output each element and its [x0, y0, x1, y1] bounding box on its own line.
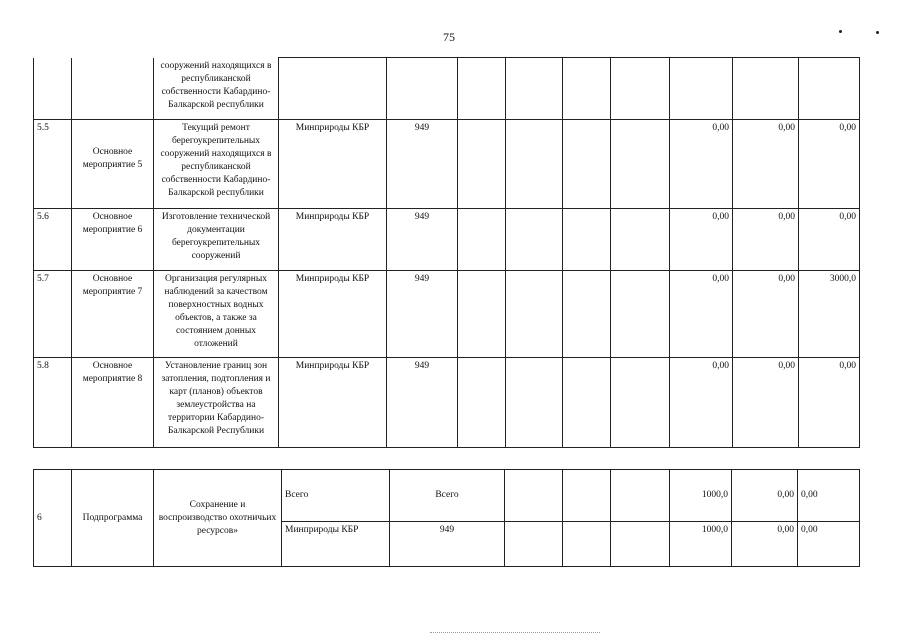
cell-type: Подпрограмма [72, 470, 154, 567]
activities-table [33, 57, 860, 448]
cell-executor: Минприроды КБР [279, 120, 387, 209]
table-row [34, 120, 860, 209]
cell-value: 0,00 [732, 470, 798, 522]
cell-executor: Минприроды КБР [279, 271, 387, 358]
table-row [34, 271, 860, 358]
cell-value: 1000,0 [670, 522, 732, 567]
subprogram-table [33, 469, 860, 567]
cell-num: 5.8 [34, 358, 72, 448]
cell-desc: Изготовление технической документации берегоукрепительных сооружений [154, 209, 279, 271]
cell-value: 0,00 [799, 209, 860, 271]
cell-desc: Текущий ремонт берегоукрепительных сооружений находящихся в республиканской собственности Кабардино-Балкарской республики [154, 120, 279, 209]
table-row-total [34, 470, 860, 522]
cell-value: 0,00 [670, 120, 733, 209]
cell-type: Основное мероприятие 5 [72, 120, 154, 209]
cell-executor: Всего [282, 470, 390, 522]
cell-num: 5.6 [34, 209, 72, 271]
cell-code: 949 [387, 271, 458, 358]
cell-executor: Минприроды КБР [282, 522, 390, 567]
cell-code: 949 [390, 522, 505, 567]
cell-type [72, 58, 154, 120]
cell-value: 0,00 [670, 209, 733, 271]
cell-num [34, 58, 72, 120]
page-number: 75 [443, 30, 455, 44]
cell-desc: Установление границ зон затопления, подтопления и карт (планов) объектов землеустройства на территории Кабардино-Балкарской Республики [154, 358, 279, 448]
cell-value: 0,00 [733, 120, 799, 209]
table-row [34, 209, 860, 271]
cell-value: 0,00 [798, 470, 860, 522]
cell-value: 0,00 [799, 358, 860, 448]
cell-value: 0,00 [733, 271, 799, 358]
cell-desc: сооружений находящихся в республиканской собственности Кабардино-Балкарской республики [154, 58, 279, 120]
cell-value: 0,00 [732, 522, 798, 567]
scan-artifact [430, 632, 600, 634]
cell-code: 949 [387, 209, 458, 271]
cell-code: 949 [387, 120, 458, 209]
cell-code: Всего [390, 470, 505, 522]
cell-executor: Минприроды КБР [279, 358, 387, 448]
cell-value: 0,00 [670, 271, 733, 358]
scan-dot [876, 31, 879, 34]
cell-type: Основное мероприятие 7 [72, 271, 154, 358]
cell-type: Основное мероприятие 6 [72, 209, 154, 271]
table-row-continuation [34, 58, 860, 120]
cell-value: 1000,0 [670, 470, 732, 522]
cell-executor: Минприроды КБР [279, 209, 387, 271]
cell-code: 949 [387, 358, 458, 448]
cell-desc: Организация регулярных наблюдений за качеством поверхностных водных объектов, а также за состоянием донных отложений [154, 271, 279, 358]
cell-value: 0,00 [799, 120, 860, 209]
cell-value: 3000,0 [799, 271, 860, 358]
cell-num: 5.5 [34, 120, 72, 209]
cell-num: 5.7 [34, 271, 72, 358]
cell-value: 0,00 [733, 209, 799, 271]
cell-value: 0,00 [670, 358, 733, 448]
cell-value: 0,00 [733, 358, 799, 448]
table-row [34, 358, 860, 448]
cell-type: Основное мероприятие 8 [72, 358, 154, 448]
scan-dot [839, 30, 842, 33]
cell-desc: Сохранение и воспроизводство охотничьих ресурсов» [154, 470, 282, 567]
cell-num: 6 [34, 470, 72, 567]
cell-value: 0,00 [798, 522, 860, 567]
